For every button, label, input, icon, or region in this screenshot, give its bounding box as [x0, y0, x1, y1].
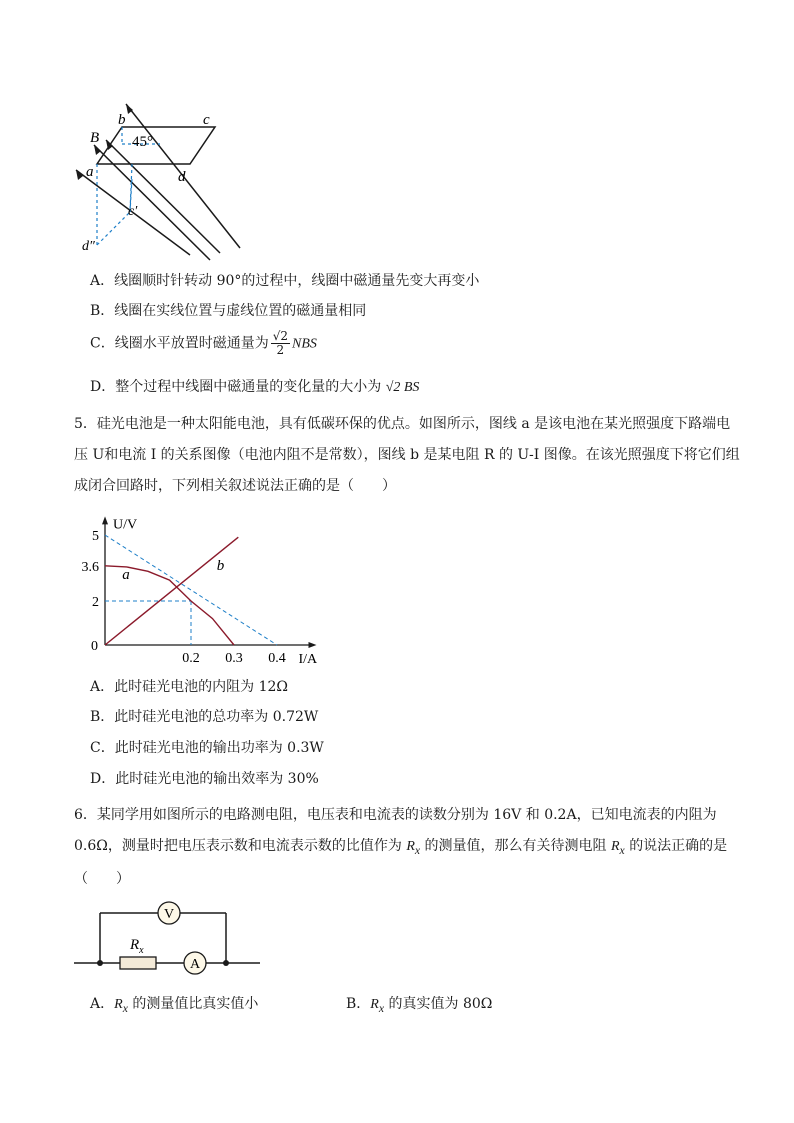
q5-option-b[interactable] — [90, 706, 318, 726]
x-tick-label: 0.2 — [182, 651, 200, 666]
q4-option-a[interactable] — [90, 270, 479, 290]
circuit-diagram — [70, 895, 270, 980]
q5-stem-line3: 成闭合回路时，下列相关叙述说法正确的是（ ） — [74, 478, 396, 494]
option-text: 的测量值比真实值小 — [132, 996, 259, 1012]
y-axis-arrowhead — [102, 516, 108, 524]
option-text: 的真实值为 80Ω — [388, 996, 493, 1012]
q5-stem-line2: 压 U和电流 I 的关系图像（电池内阻不是常数），图线 b 是某电阻 R 的 U-I 图像。在该光照强度下将它们组 — [74, 447, 740, 463]
option-letter: A． — [90, 273, 115, 289]
option-text: 线圈水平放置时磁通量为 — [114, 335, 269, 352]
option-text: 线圈在实线位置与虚线位置的磁通量相同 — [114, 303, 367, 319]
rx-symbol: $R_x$ — [610, 839, 625, 857]
option-letter: B． — [90, 303, 115, 319]
label-45-degrees: 45° — [132, 134, 153, 150]
q4-option-b[interactable] — [90, 300, 366, 320]
q4-option-d[interactable] — [90, 376, 419, 396]
rx-symbol: $R_x$ — [114, 997, 128, 1015]
option-text: 整个过程中线圈中磁通量的变化量的大小为 — [115, 379, 382, 395]
coil-solid — [97, 127, 215, 164]
option-text: 此时硅光电池的输出功率为 0.3W — [114, 740, 324, 756]
y-tick-label: 2 — [92, 595, 99, 610]
option-letter: D． — [90, 379, 116, 395]
q6-stem-line3: （ ） — [74, 871, 130, 887]
tangent-dashed-line — [105, 535, 277, 645]
q6-stem-line1: 6．某同学用如图所示的电路测电阻，电压表和电流表的读数分别为 16V 和 0.2A，已知电流表的内阻为 — [74, 807, 717, 823]
option-letter: C． — [90, 335, 115, 352]
label-B: B — [90, 130, 100, 146]
resistor-rx — [120, 957, 156, 969]
option-letter: D． — [90, 771, 116, 787]
x-tick-label: 0.4 — [268, 651, 286, 666]
x-axis-label: I/A — [298, 652, 318, 667]
q5-stem-line1: 5．硅光电池是一种太阳能电池，具有低碳环保的优点。如图所示，图线 a 是该电池在某光照强度下路端电 — [74, 416, 731, 432]
series-b-line — [105, 537, 238, 645]
option-letter: A． — [90, 996, 115, 1012]
option-text: 此时硅光电池的内阻为 12Ω — [114, 679, 288, 695]
y-axis-label: U/V — [113, 517, 138, 533]
label-d: d — [178, 169, 186, 185]
q6-option-b[interactable] — [346, 993, 492, 1015]
label-c-prime: c′ — [128, 204, 138, 219]
junction-dot — [97, 960, 103, 966]
origin-label: 0 — [91, 639, 98, 654]
x-tick-label: 0.3 — [225, 651, 243, 666]
label-c: c — [203, 112, 210, 128]
rx-symbol: $R_x$ — [370, 997, 385, 1015]
coil-field-figure — [70, 100, 250, 260]
q5-option-d[interactable] — [90, 768, 319, 788]
y-tick-label: 5 — [92, 529, 99, 544]
label-a: a — [86, 164, 94, 180]
series-a-label: a — [122, 567, 130, 583]
option-letter: B． — [346, 996, 371, 1012]
option-text: 此时硅光电池的总功率为 0.72W — [114, 709, 319, 725]
label-d-prime: d″ — [82, 239, 95, 254]
u-i-chart — [70, 505, 318, 670]
option-letter: C． — [90, 740, 115, 756]
rx-label: $R_x$ — [130, 937, 144, 956]
junction-dot — [223, 960, 229, 966]
label-b: b — [118, 112, 126, 128]
question-number: 6． — [74, 807, 97, 823]
option-text: 此时硅光电池的输出效率为 30% — [115, 771, 319, 787]
sqrt2-over-2-fraction: $\frac{√2}{2}$ — [272, 329, 288, 357]
ammeter-label: A — [189, 957, 201, 972]
nbs-term: NBS — [292, 336, 317, 352]
q6-stem-line2: 0.6Ω，测量时把电压表示数和电流表示数的比值作为 $R_x$ 的测量值，那么有关待测电阻 $R_x$ 的说法正确的是 — [74, 838, 728, 857]
x-axis-arrowhead — [309, 642, 317, 648]
q6-option-a[interactable] — [90, 993, 258, 1015]
q5-option-a[interactable] — [90, 676, 288, 696]
q5-option-c[interactable] — [90, 737, 324, 757]
q4-option-c[interactable] — [90, 330, 317, 357]
series-b-label: b — [216, 558, 225, 575]
y-tick-label: 3.6 — [81, 559, 99, 575]
sqrt2-bs-term: √2 BS — [385, 380, 420, 395]
rx-symbol: $R_x$ — [406, 839, 421, 857]
option-letter: A． — [90, 679, 115, 695]
question-number: 5． — [74, 416, 97, 432]
option-text: 线圈顺时针转动 90°的过程中，线圈中磁通量先变大再变小 — [114, 273, 480, 289]
voltmeter-label: V — [163, 907, 175, 922]
option-letter: B． — [90, 709, 115, 725]
